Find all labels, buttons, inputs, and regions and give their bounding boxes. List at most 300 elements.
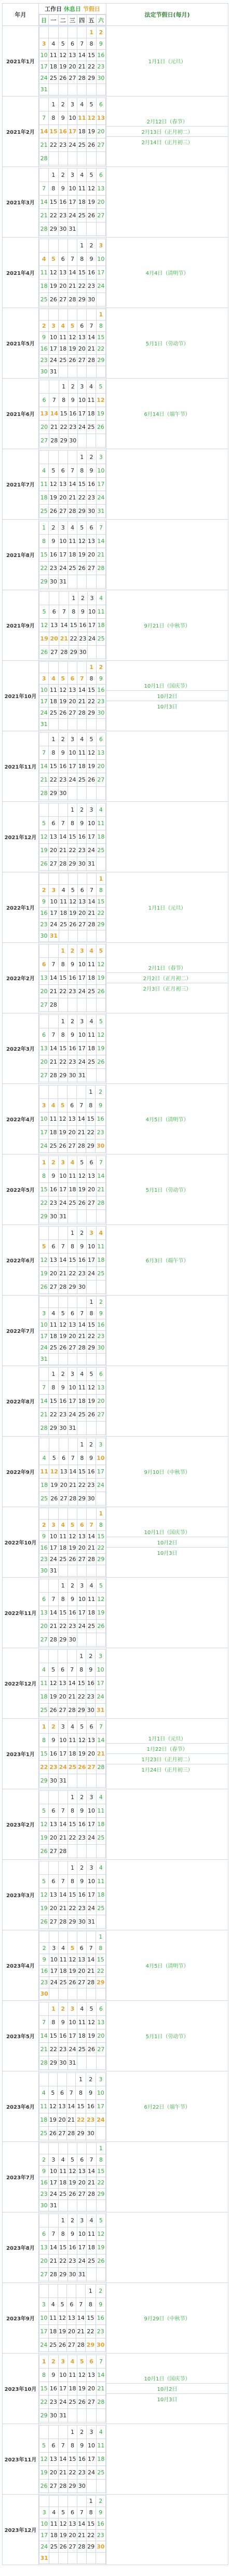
calendar-day: 7 [58, 2439, 67, 2453]
calendar-day: 6 [77, 885, 87, 896]
calendar-day: 9 [77, 1240, 87, 1254]
calendar-day: 21 [58, 1831, 67, 1845]
calendar-day: 1 [87, 27, 96, 38]
calendar-day: 28 [96, 562, 105, 575]
calendar-day: 6 [39, 1028, 49, 1042]
calendar-day: 9 [39, 1531, 49, 1542]
calendar-day: 28 [67, 1704, 77, 1717]
calendar-day: 28 [87, 2189, 96, 2200]
header-row [3, 4, 228, 15]
calendar-day: 1 [69, 592, 78, 605]
calendar-day: 20 [49, 1902, 58, 1915]
calendar-day: 18 [39, 1690, 49, 1704]
calendar-day: 9 [87, 253, 96, 266]
calendar-day: 20 [58, 280, 67, 293]
calendar-day: 25 [48, 2338, 58, 2352]
calendar-day: 5 [39, 1875, 49, 1888]
calendar-empty-cell [49, 1297, 58, 1308]
calendar-day: 22 [58, 1620, 67, 1633]
holiday-notes [106, 167, 228, 238]
calendar-day: 13 [49, 2453, 58, 2466]
calendar-empty-cell [96, 719, 105, 730]
calendar-day: 19 [49, 1479, 59, 1492]
weekday-mon: 一 [49, 15, 58, 25]
calendar-day: 21 [76, 2325, 86, 2338]
calendar-day: 8 [67, 1240, 77, 1254]
month-day-grid [39, 1296, 106, 1366]
calendar-day: 17 [96, 1677, 106, 1690]
calendar-day: 13 [58, 478, 67, 491]
calendar-day: 9 [96, 2298, 105, 2312]
calendar-empty-cell [96, 2200, 105, 2211]
calendar-day: 23 [39, 2189, 49, 2200]
holiday-note: 10月1日（国庆节） [106, 2373, 228, 2384]
calendar-empty-cell [87, 719, 96, 730]
month-row [3, 96, 228, 167]
calendar-day: 2 [96, 1085, 106, 1099]
calendar-day: 10 [87, 2439, 96, 2453]
calendar-day: 6 [68, 2507, 77, 2518]
calendar-day: 28 [58, 1280, 67, 1294]
month-day-grid [39, 1366, 106, 1437]
month-day-grid [39, 1154, 106, 1225]
calendar-day: 19 [59, 2530, 68, 2541]
calendar-day: 19 [96, 1042, 105, 1055]
month-label: 2021年6月 [3, 379, 39, 449]
calendar-day: 23 [96, 1126, 106, 1139]
calendar-day: 4 [67, 1156, 77, 1169]
calendar-empty-cell [77, 1422, 87, 1435]
calendar-day: 5 [96, 1579, 105, 1593]
calendar-day: 31 [58, 2409, 67, 2422]
calendar-empty-cell [39, 1297, 49, 1308]
weekday-thu: 四 [77, 15, 87, 25]
calendar-day: 12 [87, 2016, 96, 2029]
calendar-empty-cell [77, 719, 87, 730]
calendar-day: 4 [96, 2426, 105, 2439]
calendar-day: 29 [58, 2268, 67, 2281]
calendar-day: 1 [96, 873, 105, 885]
calendar-day: 17 [87, 1818, 96, 1831]
calendar-empty-cell [39, 662, 49, 673]
calendar-day: 3 [39, 2298, 49, 2312]
month-row [3, 379, 228, 449]
calendar-day: 20 [59, 1479, 69, 1492]
calendar-day: 16 [87, 478, 96, 491]
calendar-empty-cell [87, 1774, 96, 1788]
calendar-day: 21 [77, 2530, 86, 2541]
calendar-day: 18 [49, 2530, 59, 2541]
calendar-day: 7 [86, 1943, 96, 1954]
calendar-empty-cell [58, 1861, 67, 1875]
calendar-day: 5 [87, 169, 96, 182]
month-day-grid [39, 449, 106, 520]
calendar-day: 30 [49, 2409, 58, 2422]
calendar-day: 11 [67, 2369, 77, 2382]
calendar-day: 19 [39, 1831, 49, 1845]
holiday-notes [106, 802, 228, 872]
month-row [3, 1366, 228, 1437]
calendar-day: 12 [77, 535, 87, 548]
calendar-day: 13 [77, 2166, 87, 2177]
calendar-day: 20 [87, 548, 96, 562]
calendar-empty-cell [87, 646, 97, 659]
calendar-day: 8 [67, 1875, 77, 1888]
calendar-day: 23 [96, 2325, 105, 2338]
calendar-day: 17 [49, 1966, 59, 1977]
calendar-day: 26 [67, 2189, 77, 2200]
calendar-day: 7 [87, 1520, 96, 1531]
calendar-day: 19 [39, 2466, 49, 2480]
calendar-day: 23 [77, 844, 87, 857]
calendar-day: 5 [39, 1804, 49, 1818]
calendar-day: 16 [77, 2453, 87, 2466]
calendar-day: 1 [86, 2285, 96, 2298]
calendar-day: 4 [87, 1015, 96, 1028]
calendar-day: 2 [49, 1156, 58, 1169]
calendar-day: 19 [96, 2241, 105, 2254]
calendar-day: 14 [77, 685, 87, 696]
calendar-empty-cell [96, 1845, 105, 1858]
calendar-day: 27 [58, 1704, 67, 1717]
calendar-empty-cell [49, 944, 58, 958]
calendar-day: 18 [58, 343, 67, 355]
calendar-day: 4 [39, 1663, 49, 1677]
month-day-grid [39, 308, 106, 379]
calendar-day: 24 [49, 2189, 58, 2200]
calendar-day: 10 [39, 50, 49, 61]
calendar-day: 8 [96, 885, 105, 896]
calendar-day: 8 [67, 1804, 77, 1818]
calendar-day: 14 [66, 2100, 76, 2113]
calendar-day: 23 [77, 1831, 87, 1845]
calendar-day: 3 [77, 2214, 87, 2227]
calendar-day: 16 [87, 266, 96, 280]
calendar-day: 16 [58, 125, 67, 138]
holiday-note: 10月2日 [106, 1537, 228, 1548]
calendar-day: 2 [77, 803, 87, 817]
calendar-day: 11 [87, 1028, 96, 1042]
calendar-day: 12 [58, 50, 67, 61]
calendar-day: 29 [39, 1774, 49, 1788]
calendar-day: 4 [77, 169, 87, 182]
calendar-day: 20 [67, 61, 77, 73]
calendar-day: 13 [39, 1042, 49, 1055]
holiday-note: 10月2日 [106, 691, 228, 701]
calendar-day: 27 [77, 355, 87, 366]
calendar-day: 21 [87, 2177, 96, 2189]
calendar-day: 9 [49, 1169, 58, 1183]
calendar-empty-cell [58, 1565, 67, 1577]
calendar-day: 9 [77, 2439, 87, 2453]
calendar-day: 20 [58, 1690, 67, 1704]
calendar-day: 24 [77, 421, 87, 434]
calendar-day: 16 [67, 1606, 77, 1620]
calendar-day: 14 [58, 1254, 67, 1267]
calendar-empty-cell [77, 2143, 87, 2154]
calendar-empty-cell [39, 309, 49, 321]
weekday-fri: 五 [87, 15, 96, 25]
calendar-day: 5 [58, 38, 67, 50]
calendar-day: 30 [49, 575, 58, 589]
calendar-day: 5 [39, 1240, 49, 1254]
calendar-day: 26 [87, 209, 96, 222]
calendar-day: 24 [77, 1620, 87, 1633]
calendar-day: 8 [49, 1381, 58, 1395]
calendar-day: 12 [39, 619, 49, 632]
calendar-empty-cell [68, 2496, 77, 2507]
calendar-empty-cell [49, 1354, 58, 1365]
calendar-empty-cell [49, 380, 59, 394]
calendar-day: 4 [58, 2154, 67, 2166]
calendar-empty-cell [77, 222, 87, 236]
calendar-day: 18 [97, 619, 106, 632]
month-day-grid [39, 1013, 106, 1084]
calendar-day: 9 [67, 1028, 77, 1042]
calendar-day: 15 [76, 2100, 86, 2113]
calendar-day: 24 [67, 1408, 77, 1422]
calendar-day: 30 [39, 2200, 49, 2211]
holiday-notes [106, 2071, 228, 2142]
calendar-day: 2 [77, 1791, 87, 1804]
calendar-day: 28 [87, 1554, 96, 1565]
calendar-day: 18 [58, 1542, 67, 1554]
calendar-day: 8 [59, 394, 69, 407]
calendar-day: 17 [39, 2530, 49, 2541]
calendar-day: 15 [96, 1531, 105, 1542]
calendar-day: 18 [67, 1183, 77, 1196]
holiday-notes [106, 1084, 228, 1154]
calendar-day: 6 [39, 1593, 49, 1606]
calendar-day: 22 [96, 908, 105, 919]
calendar-day: 13 [58, 1677, 67, 1690]
calendar-day: 10 [87, 1804, 96, 1818]
calendar-day: 9 [87, 1452, 96, 1465]
calendar-day: 18 [96, 1888, 105, 1902]
calendar-day: 1 [87, 662, 96, 673]
calendar-day: 6 [96, 733, 105, 746]
calendar-day: 29 [58, 1069, 67, 1082]
calendar-day: 13 [77, 896, 87, 908]
calendar-day: 15 [58, 1606, 67, 1620]
calendar-day: 13 [96, 182, 105, 196]
calendar-day: 26 [96, 1620, 105, 1633]
month-day-grid [39, 731, 106, 802]
calendar-day: 20 [58, 491, 67, 505]
calendar-day: 12 [67, 2166, 77, 2177]
calendar-day: 1 [96, 2143, 105, 2154]
calendar-day: 18 [87, 1042, 96, 1055]
month-day-grid [39, 1084, 106, 1154]
calendar-day: 19 [87, 196, 96, 209]
calendar-day: 9 [67, 2227, 77, 2241]
calendar-empty-cell [49, 1988, 59, 2000]
calendar-empty-cell [67, 719, 77, 730]
calendar-day: 27 [49, 2480, 58, 2493]
calendar-day: 25 [59, 919, 68, 930]
calendar-day: 15 [77, 266, 87, 280]
calendar-day: 23 [39, 1977, 49, 1988]
calendar-empty-cell [68, 1438, 77, 1452]
calendar-day: 7 [87, 321, 96, 332]
calendar-empty-cell [96, 2056, 105, 2070]
calendar-day: 19 [96, 407, 105, 421]
calendar-empty-cell [77, 27, 87, 38]
calendar-day: 12 [48, 2100, 58, 2113]
holiday-note: 10月3日 [157, 2397, 178, 2403]
calendar-day: 11 [58, 2166, 67, 2177]
calendar-day: 22 [58, 985, 67, 998]
calendar-day: 5 [77, 1720, 87, 1734]
calendar-day: 8 [39, 535, 49, 548]
calendar-day: 11 [97, 605, 106, 619]
calendar-day: 21 [67, 491, 77, 505]
calendar-day: 13 [67, 685, 77, 696]
calendar-empty-cell [87, 1210, 96, 1223]
calendar-day: 13 [96, 2016, 105, 2029]
calendar-day: 24 [77, 985, 87, 998]
month-label: 2021年12月 [3, 802, 39, 872]
calendar-day: 11 [67, 535, 77, 548]
calendar-day: 23 [49, 2396, 58, 2409]
calendar-day: 1 [39, 2355, 49, 2369]
calendar-empty-cell [67, 2285, 76, 2298]
calendar-day: 6 [87, 2355, 96, 2369]
calendar-day: 1 [96, 1508, 105, 1520]
calendar-day: 3 [96, 1650, 106, 1663]
calendar-day: 21 [96, 1183, 105, 1196]
calendar-day: 9 [49, 535, 58, 548]
calendar-day: 12 [96, 1593, 105, 1606]
calendar-day: 13 [49, 1254, 58, 1267]
calendar-day: 7 [58, 1875, 67, 1888]
calendar-day: 2 [49, 521, 58, 535]
calendar-day: 14 [39, 1395, 49, 1408]
calendar-day: 16 [67, 1042, 77, 1055]
calendar-day: 11 [96, 1875, 105, 1888]
calendar-day: 17 [49, 1542, 58, 1554]
calendar-day: 11 [49, 1112, 58, 1126]
calendar-day: 28 [77, 73, 87, 84]
calendar-day: 26 [87, 138, 96, 152]
calendar-day: 21 [67, 280, 77, 293]
calendar-empty-cell [96, 1069, 105, 1082]
calendar-day: 16 [39, 1966, 49, 1977]
calendar-day: 10 [49, 1954, 59, 1966]
calendar-empty-cell [96, 2409, 105, 2422]
calendar-day: 7 [49, 1593, 58, 1606]
calendar-day: 25 [58, 355, 67, 366]
calendar-empty-cell [39, 451, 49, 464]
month-label: 2023年10月 [3, 2354, 39, 2424]
calendar-empty-cell [86, 1988, 96, 2000]
calendar-day: 24 [39, 707, 49, 719]
calendar-day: 25 [87, 1055, 96, 1069]
calendar-day: 21 [39, 1408, 49, 1422]
calendar-day: 16 [96, 685, 105, 696]
calendar-day: 12 [68, 896, 77, 908]
calendar-day: 20 [87, 1747, 96, 1761]
calendar-empty-cell [39, 27, 49, 38]
calendar-day: 26 [77, 1761, 87, 1774]
calendar-day: 4 [59, 885, 68, 896]
calendar-day: 16 [96, 50, 105, 61]
calendar-day: 21 [58, 844, 67, 857]
calendar-day: 9 [58, 182, 67, 196]
calendar-day: 12 [67, 332, 77, 343]
calendar-day: 27 [96, 209, 105, 222]
holiday-note: 1月23日（正月初二） [106, 1754, 228, 1764]
calendar-day: 28 [77, 1139, 86, 1153]
calendar-day: 25 [96, 1831, 105, 1845]
calendar-day: 29 [87, 73, 96, 84]
calendar-day: 13 [87, 1169, 96, 1183]
calendar-day: 1 [77, 1650, 86, 1663]
calendar-day: 6 [49, 817, 58, 830]
calendar-day: 21 [39, 138, 49, 152]
calendar-day: 12 [96, 958, 105, 971]
calendar-day: 28 [58, 1845, 67, 1858]
holiday-note: 4月5日（清明节） [145, 1964, 189, 1969]
calendar-day: 20 [49, 2466, 58, 2480]
calendar-day: 5 [96, 944, 105, 958]
calendar-day: 23 [58, 773, 67, 787]
month-row [3, 943, 228, 1013]
month-row [3, 1225, 228, 1296]
month-day-grid [39, 167, 106, 238]
calendar-day: 7 [58, 1804, 67, 1818]
calendar-day: 31 [39, 2553, 49, 2564]
calendar-day: 1 [67, 2426, 77, 2439]
calendar-day: 27 [77, 2189, 87, 2200]
calendar-day: 8 [49, 182, 58, 196]
calendar-empty-cell [39, 2426, 49, 2439]
calendar-day: 26 [77, 2396, 87, 2409]
calendar-day: 29 [86, 2541, 96, 2553]
calendar-day: 27 [77, 1554, 87, 1565]
calendar-day: 20 [67, 696, 77, 707]
calendar-empty-cell [49, 2553, 59, 2564]
calendar-day: 22 [39, 1761, 49, 1774]
holiday-notes [106, 943, 228, 1013]
calendar-day: 20 [49, 1831, 58, 1845]
calendar-day: 14 [58, 1888, 67, 1902]
calendar-day: 20 [77, 908, 87, 919]
calendar-empty-cell [58, 803, 67, 817]
calendar-day: 9 [39, 896, 49, 908]
month-row [3, 1437, 228, 1507]
calendar-day: 13 [96, 746, 105, 760]
calendar-day: 11 [59, 896, 68, 908]
calendar-empty-cell [77, 873, 87, 885]
calendar-day: 8 [49, 112, 58, 125]
calendar-empty-cell [96, 930, 105, 942]
month-day-grid [39, 1507, 106, 1578]
calendar-day: 27 [49, 857, 58, 871]
calendar-day: 25 [49, 707, 58, 719]
calendar-empty-cell [87, 2409, 96, 2422]
calendar-empty-cell [86, 2553, 96, 2564]
calendar-day: 30 [86, 2127, 96, 2140]
calendar-day: 3 [87, 2426, 96, 2439]
month-day-grid [39, 379, 106, 449]
calendar-day: 25 [39, 1704, 49, 1717]
calendar-empty-cell [87, 1845, 96, 1858]
calendar-empty-cell [39, 2285, 49, 2298]
calendar-day: 2 [58, 169, 67, 182]
month-row [3, 1648, 228, 1719]
calendar-empty-cell [39, 1579, 49, 1593]
